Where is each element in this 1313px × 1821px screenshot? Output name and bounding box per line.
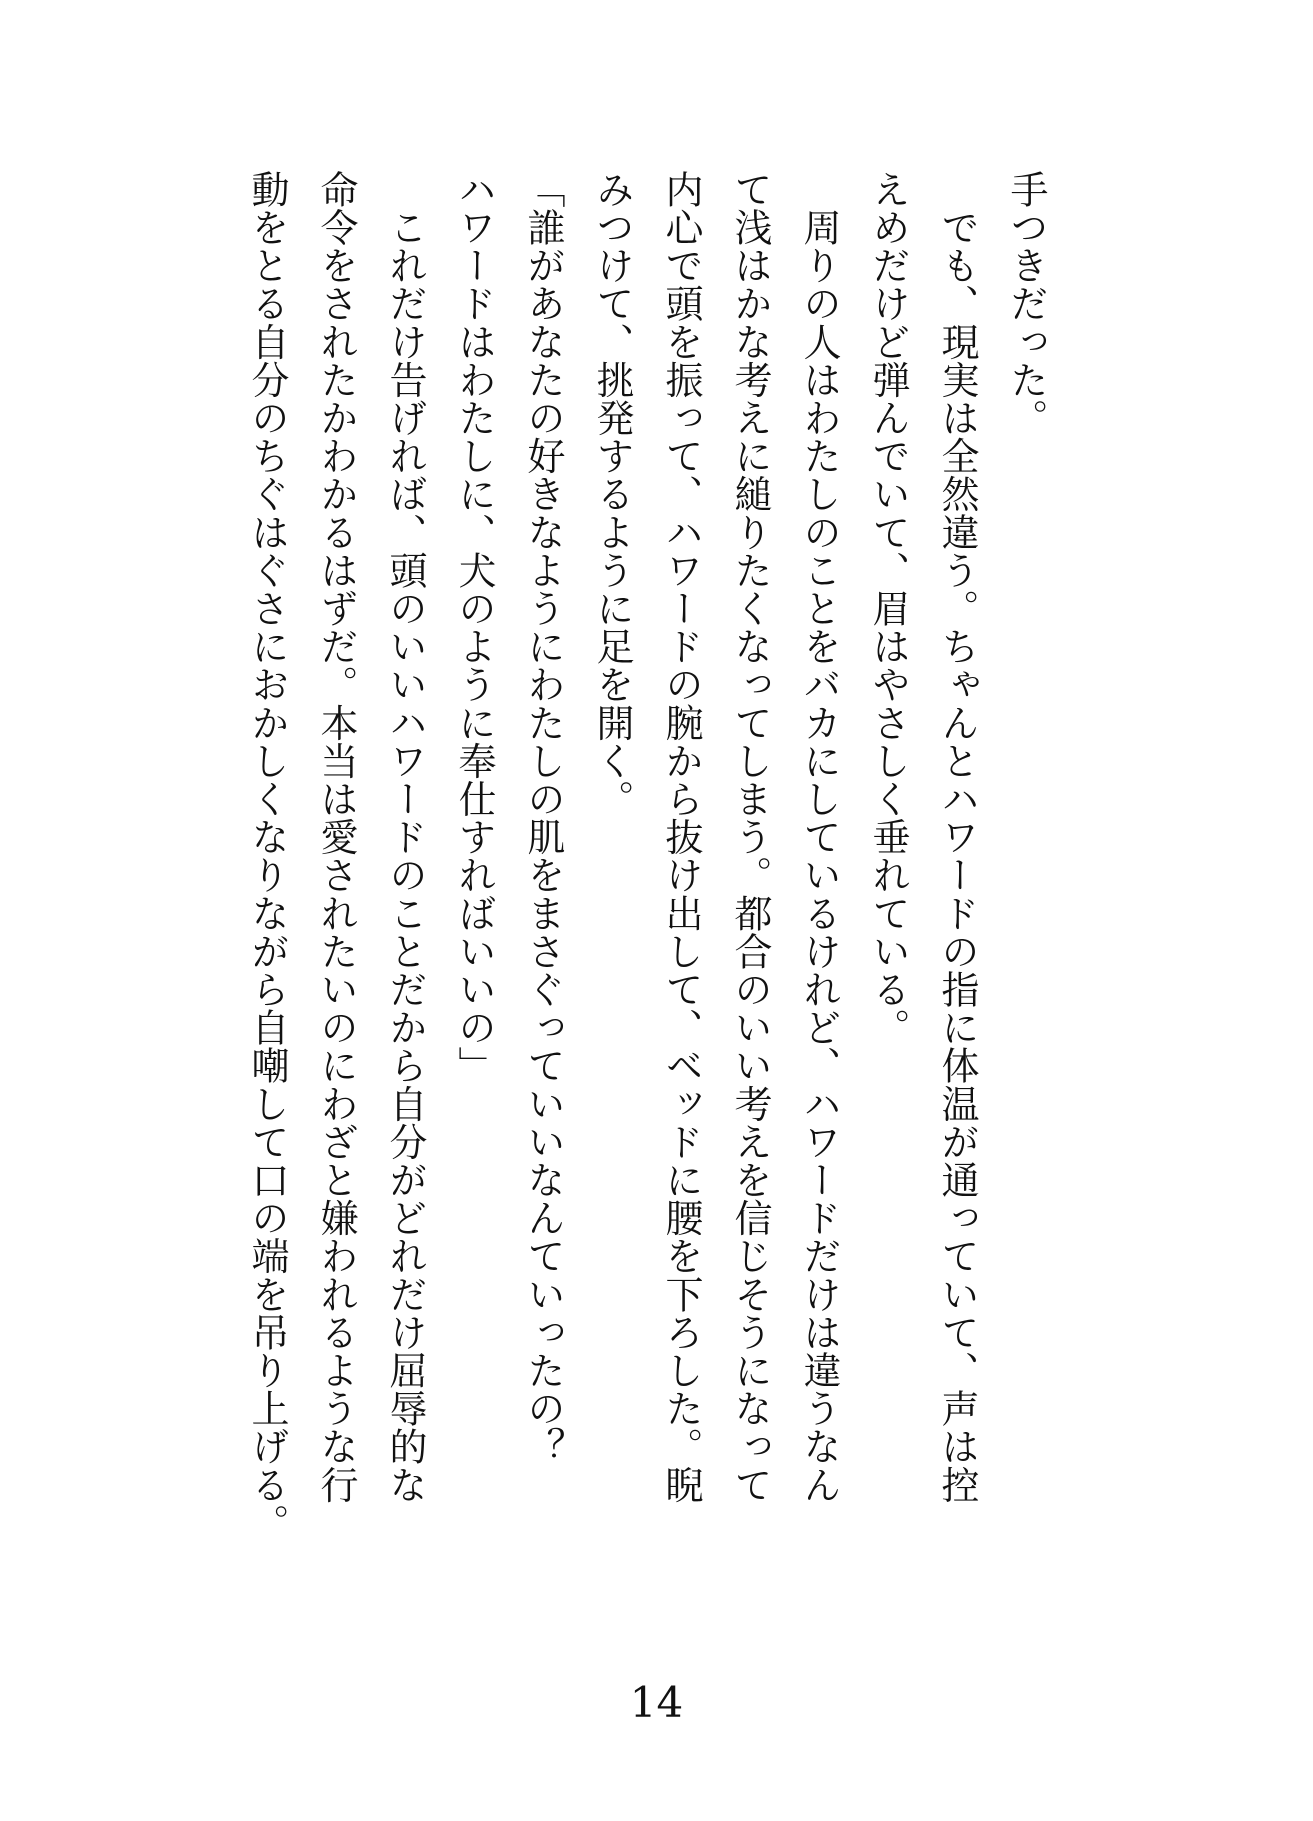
text-line-2: でも、現実は全然違う。ちゃんとハワードの指に体温が通っていて、声は控 bbox=[935, 170, 979, 1504]
text-line-1: 手つきだった。 bbox=[1004, 170, 1048, 437]
vertical-text-block bbox=[240, 170, 1060, 1670]
text-line-9: ハワードはわたしに、犬のように奉仕すればいいの」 bbox=[452, 170, 496, 1085]
text-line-7: みつけて、挑発するように足を開く。 bbox=[590, 170, 634, 818]
text-line-8: 「誰があなたの好きなようにわたしの肌をまさぐっていいなんていったの？ bbox=[521, 170, 565, 1466]
text-line-12: 動をとる自分のちぐはぐさにおかしくなりながら自嘲して口の端を吊り上げる。 bbox=[245, 170, 289, 1542]
text-line-3: えめだけど弾んでいて、眉はやさしく垂れている。 bbox=[866, 170, 910, 1047]
text-line-5: て浅はかな考えに縋りたくなってしまう。都合のいい考えを信じそうになって bbox=[728, 170, 772, 1504]
text-line-6: 内心で頭を振って、ハワードの腕から抜け出して、ベッドに腰を下ろした。睨 bbox=[659, 170, 703, 1504]
page-number: 14 bbox=[629, 1678, 684, 1727]
text-line-4: 周りの人はわたしのことをバカにしているけれど、ハワードだけは違うなん bbox=[797, 170, 841, 1504]
text-line-11: 命令をされたかわかるはずだ。本当は愛されたいのにわざと嫌われるような行 bbox=[314, 170, 358, 1504]
text-line-10: これだけ告げれば、頭のいいハワードのことだから自分がどれだけ屈辱的な bbox=[383, 170, 427, 1504]
